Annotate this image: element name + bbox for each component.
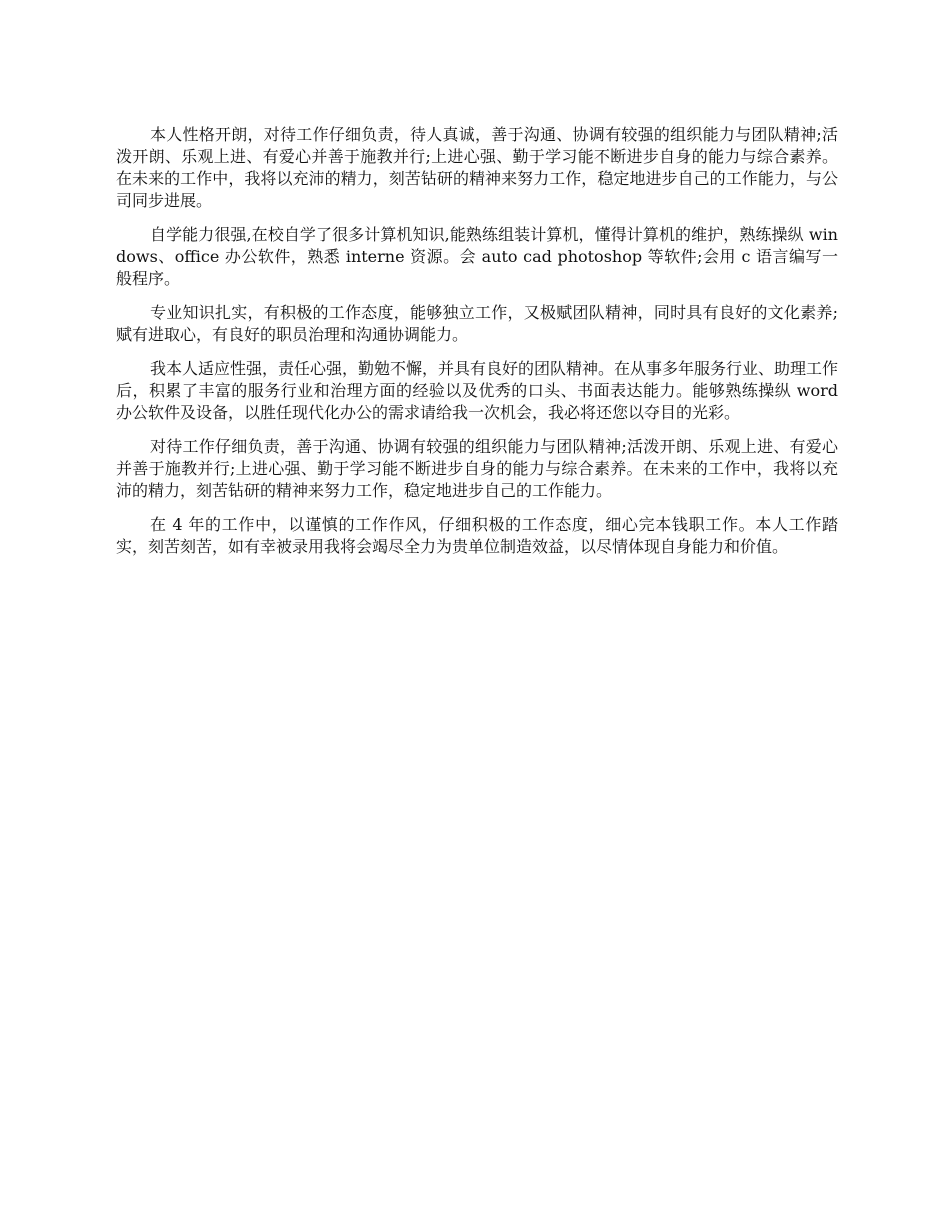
paragraph-6: 在 4 年的工作中，以谨慎的工作作风，仔细积极的工作态度，细心完本钱职工作。本人工作踏实，刻苦刻苦，如有幸被录用我将会竭尽全力为贵单位制造效益，以尽情体现自身能力和价值。 (116, 515, 838, 556)
paragraph-2: 自学能力很强,在校自学了很多计算机知识,能熟练组装计算机，懂得计算机的维护，熟练操纵 windows、office 办公软件，熟悉 interne 资源。会 auto cad photoshop 等软件;会用 c 语言编写一般程序。 (116, 225, 838, 288)
paragraph-5: 对待工作仔细负责，善于沟通、协调有较强的组织能力与团队精神;活泼开朗、乐观上进、有爱心并善于施教并行;上进心强、勤于学习能不断进步自身的能力与综合素养。在未来的工作中，我将以充沛的精力，刻苦钻研的精神来努力工作，稳定地进步自己的工作能力。 (116, 437, 838, 500)
paragraph-1: 本人性格开朗，对待工作仔细负责，待人真诚，善于沟通、协调有较强的组织能力与团队精神;活泼开朗、乐观上进、有爱心并善于施教并行;上进心强、勤于学习能不断进步自身的能力与综合素养。在未来的工作中，我将以充沛的精力，刻苦钻研的精神来努力工作，稳定地进步自己的工作能力，与公司同步进展。 (116, 125, 838, 210)
paragraph-4: 我本人适应性强，责任心强，勤勉不懈，并具有良好的团队精神。在从事多年服务行业、助理工作后，积累了丰富的服务行业和治理方面的经验以及优秀的口头、书面表达能力。能够熟练操纵 word 办公软件及设备，以胜任现代化办公的需求请给我一次机会，我必将还您以夺目的光彩。 (116, 359, 839, 422)
paragraph-3: 专业知识扎实，有积极的工作态度，能够独立工作，又极赋团队精神，同时具有良好的文化素养;赋有进取心，有良好的职员治理和沟通协调能力。 (116, 303, 838, 344)
document-page (116, 124, 838, 570)
